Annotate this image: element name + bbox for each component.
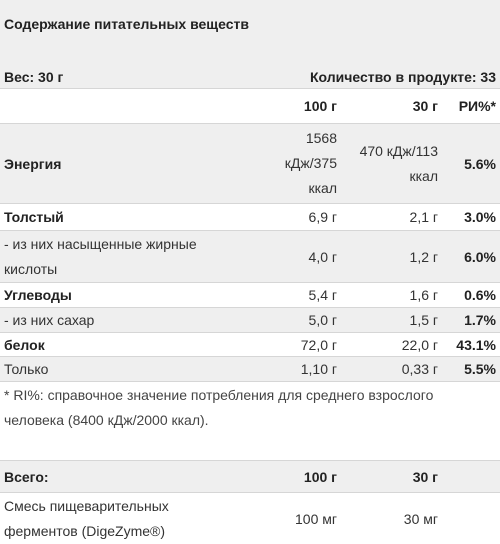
row-ri: 5.6% [464,155,496,172]
header-row [0,88,500,123]
header-ri: РИ%* [458,98,496,114]
table2-header-name: Всего: [4,468,49,485]
table-title: Содержание питательных веществ [4,16,249,32]
row-ri: 43.1% [456,336,496,353]
row-per30: 1,6 г [409,287,438,303]
footnote: * RI%: справочное значение потребления для среднего взрослого человека (8400 кДж/2000 ккал). [4,386,434,428]
table-row-salt [0,356,500,381]
table2-header-per30: 30 г [412,468,438,485]
row-per30: 1,5 г [409,312,438,328]
row-ri: 3.0% [464,209,496,225]
row-name: Смесь пищеварительных ферментов (DigeZyme®) [4,497,169,539]
row-per100: 72,0 г [300,336,337,353]
row-ri: 6.0% [464,248,496,265]
row-per30: 30 мг [403,510,438,527]
row-name: Энергия [4,155,62,172]
table2-header-per100: 100 г [303,468,337,485]
table-row-carbs [0,282,500,307]
row-name: Толстый [4,209,64,225]
row-ri: 0.6% [464,287,496,303]
row-name: - из них сахар [4,312,95,328]
row-per30: 470 кДж/113 ккал [359,142,438,184]
row-name: Только [4,361,49,377]
weight-row [0,66,500,88]
row-per30: 2,1 г [409,209,438,225]
row-per100: 100 мг [295,510,337,527]
row-name: Углеводы [4,287,72,303]
footnote-row [0,381,500,433]
row-per100: 1,10 г [300,361,337,377]
weight-label: Вес: 30 г [4,69,64,85]
header-per30: 30 г [412,98,438,114]
table-row-sugar [0,307,500,332]
row-per100: 6,9 г [308,209,337,225]
row-name: - из них насыщенные жирные кислоты [4,235,197,277]
row-per30: 0,33 г [401,361,438,377]
servings-label: Количество в продукте: 33 [310,69,496,85]
row-per100: 5,4 г [308,287,337,303]
table-row-fat [0,203,500,230]
table2-header-row [0,460,500,492]
header-per100: 100 г [303,98,337,114]
row-per30: 22,0 г [401,336,438,353]
row-name: белок [4,336,45,353]
table-row-protein [0,332,500,356]
row-ri: 1.7% [464,312,496,328]
section-gap [0,433,500,460]
row-per100: 1568 кДж/375 ккал [284,130,337,196]
row-per100: 4,0 г [308,248,337,265]
title-row [0,0,500,66]
row-per30: 1,2 г [409,248,438,265]
table-row-energy [0,123,500,203]
row-ri: 5.5% [464,361,496,377]
row-per100: 5,0 г [308,312,337,328]
table-row-saturated [0,230,500,282]
